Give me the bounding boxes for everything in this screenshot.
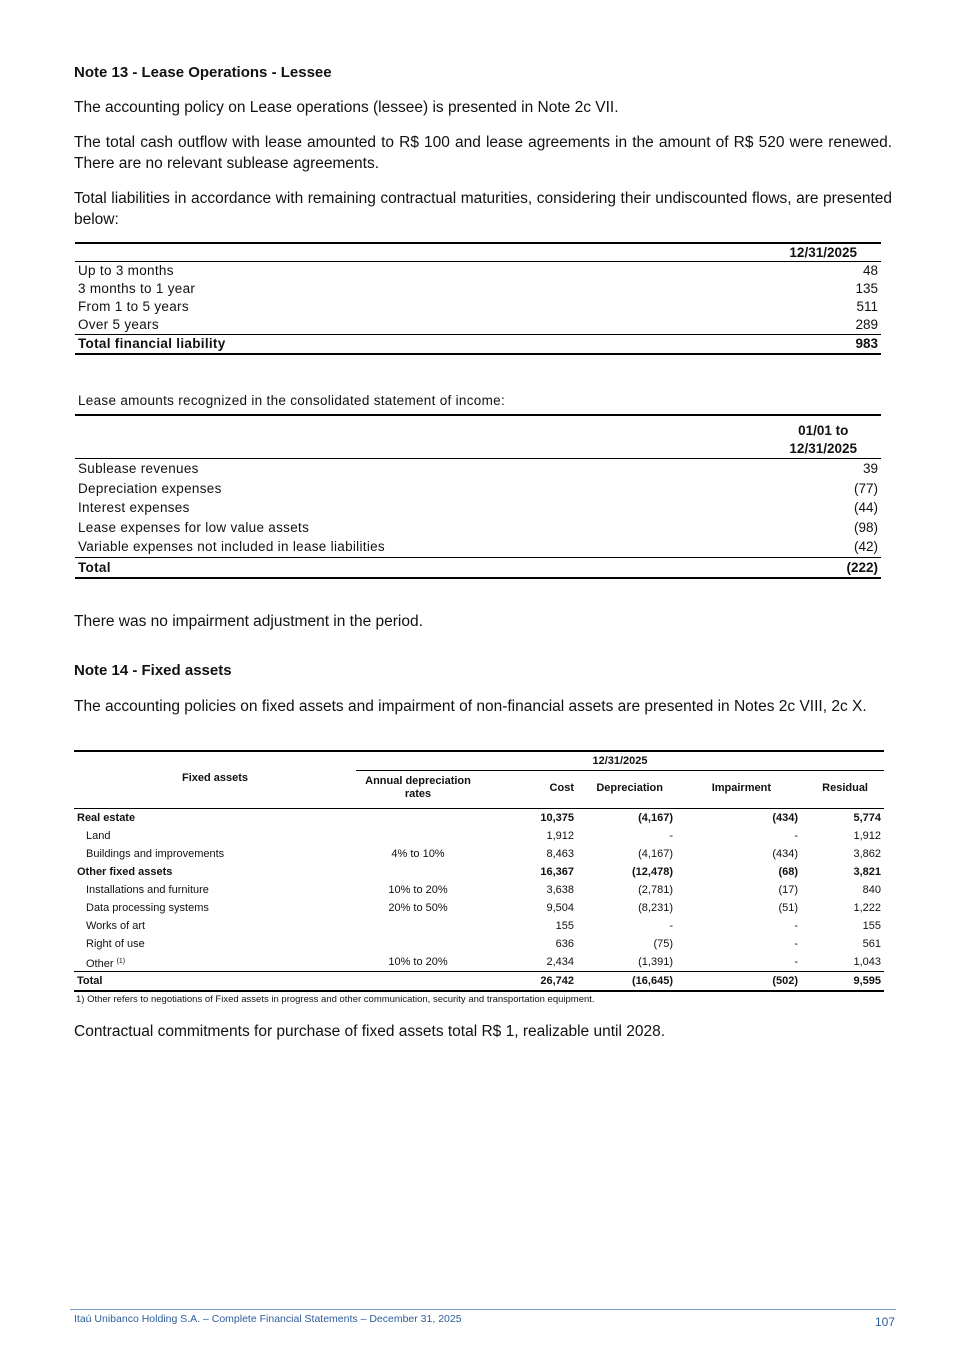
col-impairment: Impairment: [711, 782, 771, 794]
note14-para1: The accounting policies on fixed assets and impairment of non-financial assets are presented in Notes 2c VIII, 2c X.: [74, 698, 867, 715]
total-row: Total 26,742 (16,645) (502) 9,595: [77, 975, 881, 987]
income-table: [75, 414, 881, 579]
maturity-header: 12/31/2025: [789, 245, 857, 260]
table-row: Installations and furniture 10% to 20% 3,638 (2,781) (17) 840: [86, 884, 881, 896]
impairment-note: There was no impairment adjustment in the period.: [74, 613, 423, 630]
table-row: Up to 3 months 48: [78, 263, 878, 278]
col-residual: Residual: [822, 782, 868, 794]
table-row: Over 5 years 289: [78, 317, 878, 332]
commitments-note: Contractual commitments for purchase of fixed assets total R$ 1, realizable until 2028.: [74, 1023, 666, 1040]
table-row: Works of art 155 - - 155: [86, 920, 881, 932]
table-row: From 1 to 5 years 511: [78, 299, 878, 314]
period-header: 12/31/2025: [356, 752, 884, 771]
footnote-marker: (1): [116, 958, 126, 965]
income-header-line2: 12/31/2025: [789, 441, 857, 456]
total-row: Total (222): [78, 559, 878, 575]
col-cost: Cost: [549, 782, 574, 794]
page-number: 107: [874, 1315, 895, 1329]
note14-title: Note 14 - Fixed assets: [74, 662, 232, 679]
table-row: Other $^{(1)}$ 10% to 20% 2,434 (1,391) - 1,043: [86, 956, 881, 970]
note13-para3: Total liabilities in accordance with remaining contractual maturities, considering their undiscounted flows, are presented below:: [74, 190, 892, 228]
income-caption: Lease amounts recognized in the consolidated statement of income:: [78, 393, 505, 408]
table-row: Buildings and improvements 4% to 10% 8,463 (4,167) (434) 3,862: [86, 848, 881, 860]
table-row: Variable expenses not included in lease liabilities (42): [78, 539, 878, 554]
col-rates: Annual depreciation rates: [365, 775, 471, 800]
footer-divider: [70, 1309, 896, 1310]
table-row: Land 1,912 - - 1,912: [86, 830, 881, 842]
col-fixed-assets: Fixed assets: [181, 772, 249, 784]
total-row: Total financial liability 983: [78, 336, 878, 351]
income-header-line1: 01/01 to: [798, 423, 849, 438]
note13-para1: The accounting policy on Lease operations (lessee) is presented in Note 2c VII.: [74, 99, 619, 116]
table-footnote: 1) Other refers to negotiations of Fixed assets in progress and other communication, security and transportation equipment.: [76, 994, 595, 1005]
fixed-assets-table: [74, 750, 884, 1005]
col-depreciation: Depreciation: [596, 782, 663, 794]
table-row: Data processing systems 20% to 50% 9,504 (8,231) (51) 1,222: [86, 902, 881, 914]
table-row: Sublease revenues 39: [78, 461, 878, 476]
table-row: Right of use 636 (75) - 561: [86, 938, 881, 950]
note13-title: Note 13 - Lease Operations - Lessee: [74, 64, 332, 81]
table-row: Real estate 10,375 (4,167) (434) 5,774: [77, 812, 881, 824]
footer-text: Itaú Unibanco Holding S.A. – Complete Financial Statements – December 31, 2025: [74, 1313, 462, 1325]
table-row: Lease expenses for low value assets (98): [78, 519, 878, 535]
maturity-table: [75, 242, 881, 355]
table-row: 3 months to 1 year 135: [78, 281, 878, 296]
table-row: Depreciation expenses (77): [78, 480, 878, 496]
note13-para2: The total cash outflow with lease amounted to R$ 100 and lease agreements in the amount of R$ 520 were renewed. There are no relevant sublease agreements.: [74, 134, 892, 172]
table-row: Interest expenses (44): [78, 500, 878, 515]
table-row: Other fixed assets 16,367 (12,478) (68) 3,821: [77, 866, 881, 878]
